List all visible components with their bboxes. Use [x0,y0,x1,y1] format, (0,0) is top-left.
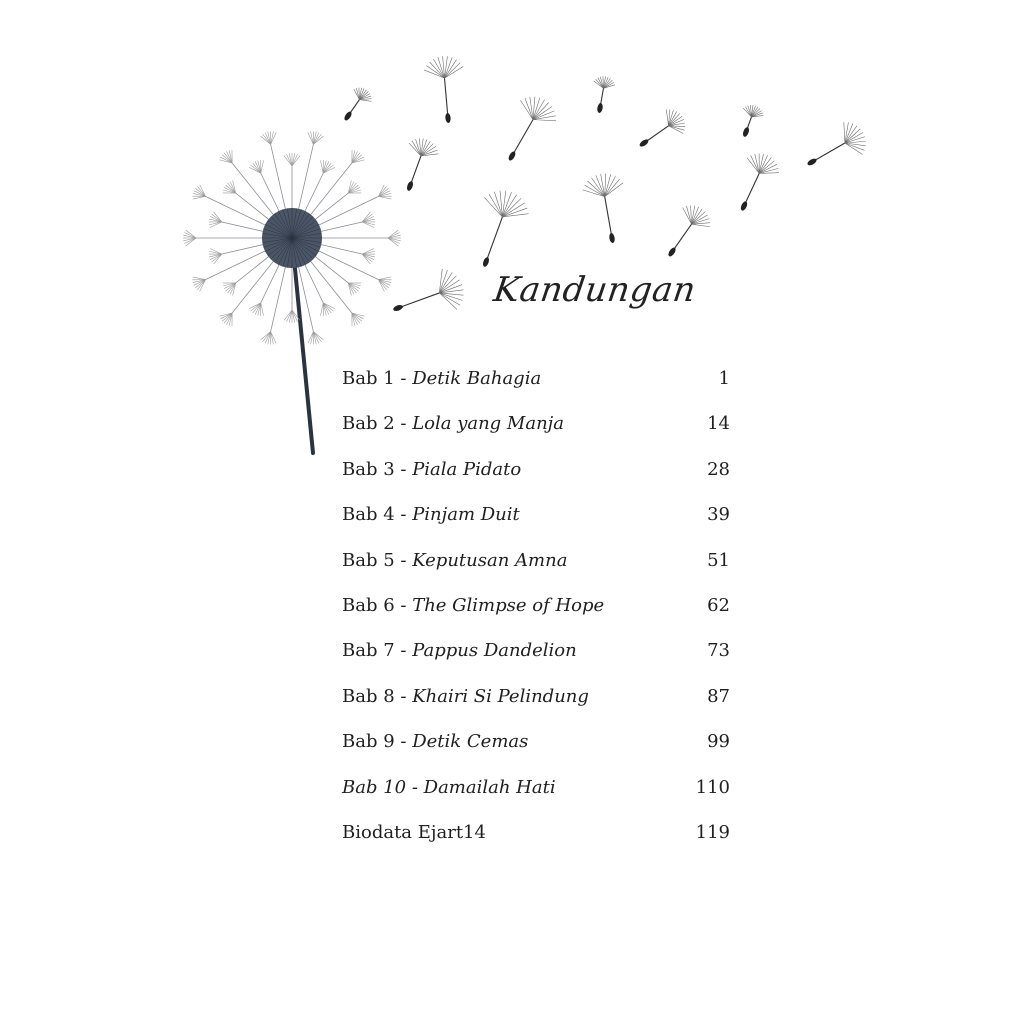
toc-row[interactable] [342,818,734,863]
entry-text [342,409,564,439]
entry-prefix: Bab 6 - [342,594,413,616]
entry-text [342,727,528,757]
entry-text [342,500,520,530]
entry-title: Detik Bahagia [412,368,542,389]
entry-text [342,546,567,576]
toc-row[interactable] [342,591,734,636]
seed-icon [638,109,685,148]
entry-title: Pinjam Duit [412,504,520,526]
entry-title: Piala Pidato [412,458,522,480]
entry-prefix: Bab 8 - [342,685,413,707]
seed-icon [507,97,556,162]
entry-title: Detik Cemas [412,731,529,753]
entry-title: Biodata Ejart14 [342,821,486,843]
entry-prefix: Bab 10 - [342,776,424,798]
entry-prefix: Bab 5 - [342,549,413,571]
entry-prefix: Bab 7 - [342,640,413,662]
seed-icon [742,105,764,138]
toc-row[interactable] [342,682,734,727]
entry-page: 110 [695,776,730,798]
entry-prefix: Bab 9 - [342,731,413,753]
entry-page: 87 [707,685,730,707]
seed-icon [583,174,624,244]
seed-icon [343,88,371,122]
seed-icon [482,191,529,268]
toc-row[interactable] [342,636,734,681]
seed-icon [667,205,710,257]
entry-prefix: Bab 4 - [342,504,413,526]
toc-row[interactable] [342,409,734,454]
entry-page: 99 [707,731,730,753]
entry-title: Pappus Dandelion [412,640,577,662]
entry-page: 51 [707,549,730,571]
seed-icon [740,154,779,212]
table-of-contents [342,364,734,863]
entry-prefix: Bab 2 - [342,413,413,435]
toc-row[interactable] [342,455,734,500]
toc-row[interactable] [342,364,734,409]
entry-page: 14 [707,413,730,435]
entry-page: 62 [707,594,730,616]
entry-text [342,591,604,621]
entry-page: 119 [695,821,730,843]
entry-text [342,773,556,803]
seed-icon [594,76,615,113]
seed-icon [806,122,865,167]
entry-text [342,682,589,712]
entry-prefix: Bab 3 - [342,458,413,480]
toc-row[interactable] [342,773,734,818]
entry-text [342,455,521,485]
entry-page: 1 [718,368,730,389]
entry-text [342,818,486,848]
page-title: Kandungan [491,270,699,310]
entry-page: 73 [707,640,730,662]
seed-icon [406,138,439,191]
toc-row[interactable] [342,546,734,591]
entry-page: 28 [707,458,730,480]
entry-prefix: Bab 1 - [342,368,413,389]
toc-row[interactable] [342,500,734,545]
entry-title: The Glimpse of Hope [412,594,605,616]
entry-title: Khairi Si Pelindung [412,685,589,707]
seed-icon [424,56,463,123]
entry-title: Damailah Hati [423,776,556,798]
entry-title: Keputusan Amna [412,549,568,571]
entry-page: 39 [707,504,730,526]
seed-icon [392,269,463,312]
entry-text [342,364,541,394]
entry-text [342,636,577,666]
entry-title: Lola yang Manja [412,413,564,435]
toc-row[interactable] [342,727,734,772]
